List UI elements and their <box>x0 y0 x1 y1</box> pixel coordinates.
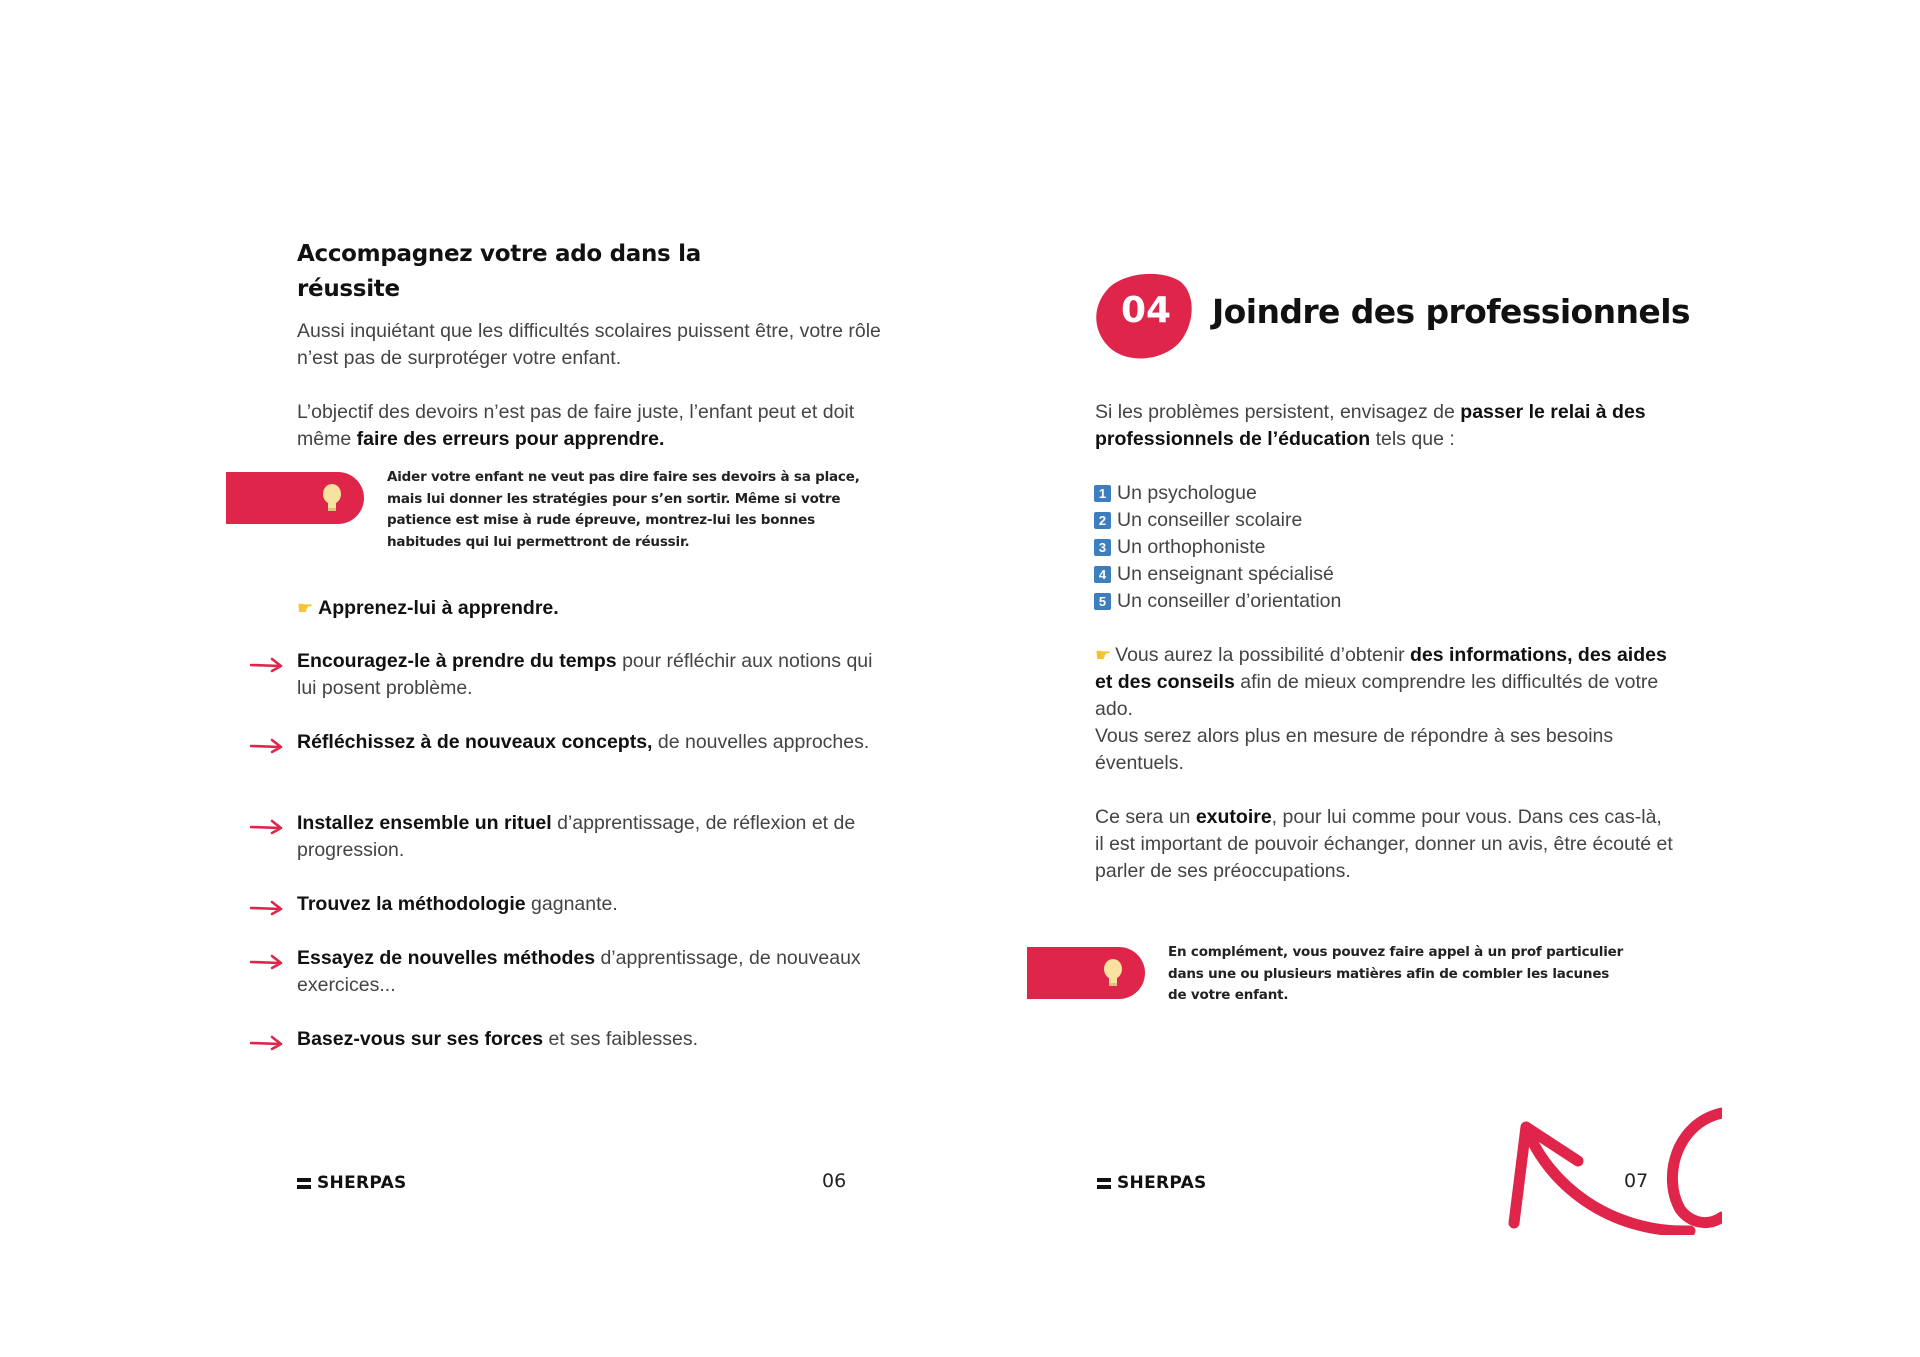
arrow-right-icon <box>250 657 284 673</box>
arrow-right-icon <box>250 900 284 916</box>
intro-end: tels que : <box>1370 428 1455 450</box>
number-badge-icon: 1 <box>1094 485 1111 502</box>
number-badge-icon: 5 <box>1094 593 1111 610</box>
tip-list-bold: Réfléchissez à de nouveaux concepts, <box>297 731 653 753</box>
logo-bars-icon <box>297 1178 311 1189</box>
list-item <box>1094 561 1341 588</box>
page-number: 06 <box>822 1170 847 1192</box>
list-item-label: Un psychologue <box>1117 482 1257 504</box>
logo-bars-icon <box>1097 1178 1111 1189</box>
list-item-label: Un conseiller d’orientation <box>1117 590 1342 612</box>
arrow-right-icon <box>250 738 284 754</box>
tip-list-bold: Basez-vous sur ses forces <box>297 1028 544 1050</box>
pointing-hand-icon: ☛ <box>1095 645 1112 665</box>
learn-subheading-text: Apprenez-lui à apprendre. <box>318 597 559 619</box>
tip-list-bold: Encouragez-le à prendre du temps <box>297 650 617 672</box>
tip-list-rest: pour réfléchir aux notions qui lui posent problème. <box>297 650 873 699</box>
tip-text: En complément, vous pouvez faire appel à un prof particulier dans une ou plusieurs matières afin de combler les lacunes de votre enfant. <box>1168 944 1624 1003</box>
info-text: Vous aurez la possibilité d’obtenir <box>1115 644 1410 666</box>
tip-list-text <box>297 810 877 864</box>
list-item-label: Un conseiller scolaire <box>1117 509 1303 531</box>
tip-banner <box>1027 947 1145 999</box>
homework-paragraph-emphasis: faire des erreurs pour apprendre. <box>356 428 665 450</box>
page-number: 07 <box>1624 1170 1649 1192</box>
list-item-label: Un enseignant spécialisé <box>1117 563 1334 585</box>
list-item <box>1094 534 1341 561</box>
sherpas-logo <box>297 1173 407 1193</box>
arrow-right-icon <box>250 1035 284 1051</box>
arrow-right-icon <box>250 819 284 835</box>
tip-list-rest: et ses faiblesses. <box>543 1028 699 1050</box>
tip-list-rest: de nouvelles approches. <box>652 731 870 753</box>
tip-list-rest: d’apprentissage, de réflexion et de progression. <box>297 812 856 861</box>
homework-paragraph-text: L’objectif des devoirs n’est pas de faire juste, l’enfant peut et doit même <box>297 401 855 450</box>
homework-paragraph <box>297 399 897 453</box>
sherpas-logo-text: SHERPAS <box>317 1173 407 1193</box>
tip-list-rest: d’apprentissage, de nouveaux exercices... <box>297 947 861 996</box>
tip-list-rest: gagnante. <box>525 893 618 915</box>
number-badge-icon: 2 <box>1094 512 1111 529</box>
professionals-list <box>1094 480 1341 615</box>
tip-list-bold: Essayez de nouvelles méthodes <box>297 947 596 969</box>
information-paragraph <box>1095 642 1675 777</box>
outlet-paragraph <box>1095 804 1675 885</box>
number-badge-icon: 3 <box>1094 539 1111 556</box>
outlet-emphasis: exutoire <box>1195 806 1272 828</box>
professionals-intro <box>1095 399 1675 453</box>
intro-emphasis: passer le relai à des professionnels de l’éducation <box>1095 401 1646 450</box>
number-badge-icon: 4 <box>1094 566 1111 583</box>
list-item-label: Un orthophoniste <box>1117 536 1266 558</box>
info-second-line: Vous serez alors plus en mesure de répondre à ses besoins éventuels. <box>1095 725 1614 774</box>
tip-list-text <box>297 648 877 702</box>
tip-list-bold: Trouvez la méthodologie <box>297 893 526 915</box>
tip-list-text <box>297 945 877 999</box>
tip-list-text <box>297 729 877 756</box>
tip-list-text <box>297 891 877 918</box>
tip-list-bold: Installez ensemble un rituel <box>297 812 552 834</box>
outlet-text-end: , pour lui comme pour vous. Dans ces cas-là, il est important de pouvoir échanger, donner un avis, être écouté et parler de ses préoccupations. <box>1095 806 1673 882</box>
lightbulb-icon <box>319 483 345 513</box>
sherpas-logo <box>1097 1173 1207 1193</box>
intro-paragraph: Aussi inquiétant que les difficultés scolaires puissent être, votre rôle n’est pas de surprotéger votre enfant. <box>297 320 881 369</box>
tip-text: Aider votre enfant ne veut pas dire faire ses devoirs à sa place, mais lui donner les stratégies pour s’en sortir. Même si votre patience est mise à rude épreuve, montrez-lui les bonnes habitudes qui lui permettront de réussir. <box>387 469 860 550</box>
learn-subheading <box>297 595 559 622</box>
outlet-text: Ce sera un <box>1095 806 1196 828</box>
tip-banner <box>226 472 364 524</box>
curved-arrow-icon <box>1500 1105 1722 1235</box>
arrow-right-icon <box>250 954 284 970</box>
lightbulb-icon <box>1100 958 1126 988</box>
chapter-number: 04 <box>1120 290 1172 331</box>
left-page-title: Accompagnez votre ado dans la réussite <box>297 241 701 302</box>
sherpas-logo-text: SHERPAS <box>1117 1173 1207 1193</box>
list-item <box>1094 507 1341 534</box>
list-item <box>1094 588 1341 615</box>
info-emphasis: des informations, des aides et des conseils <box>1095 644 1667 693</box>
intro-text: Si les problèmes persistent, envisagez de <box>1095 401 1461 423</box>
info-text-end: afin de mieux comprendre les difficultés de votre ado. <box>1095 671 1659 720</box>
chapter-title: Joindre des professionnels <box>1212 292 1690 331</box>
pointing-hand-icon: ☛ <box>297 598 314 618</box>
list-item <box>1094 480 1341 507</box>
tip-list-text <box>297 1026 877 1053</box>
